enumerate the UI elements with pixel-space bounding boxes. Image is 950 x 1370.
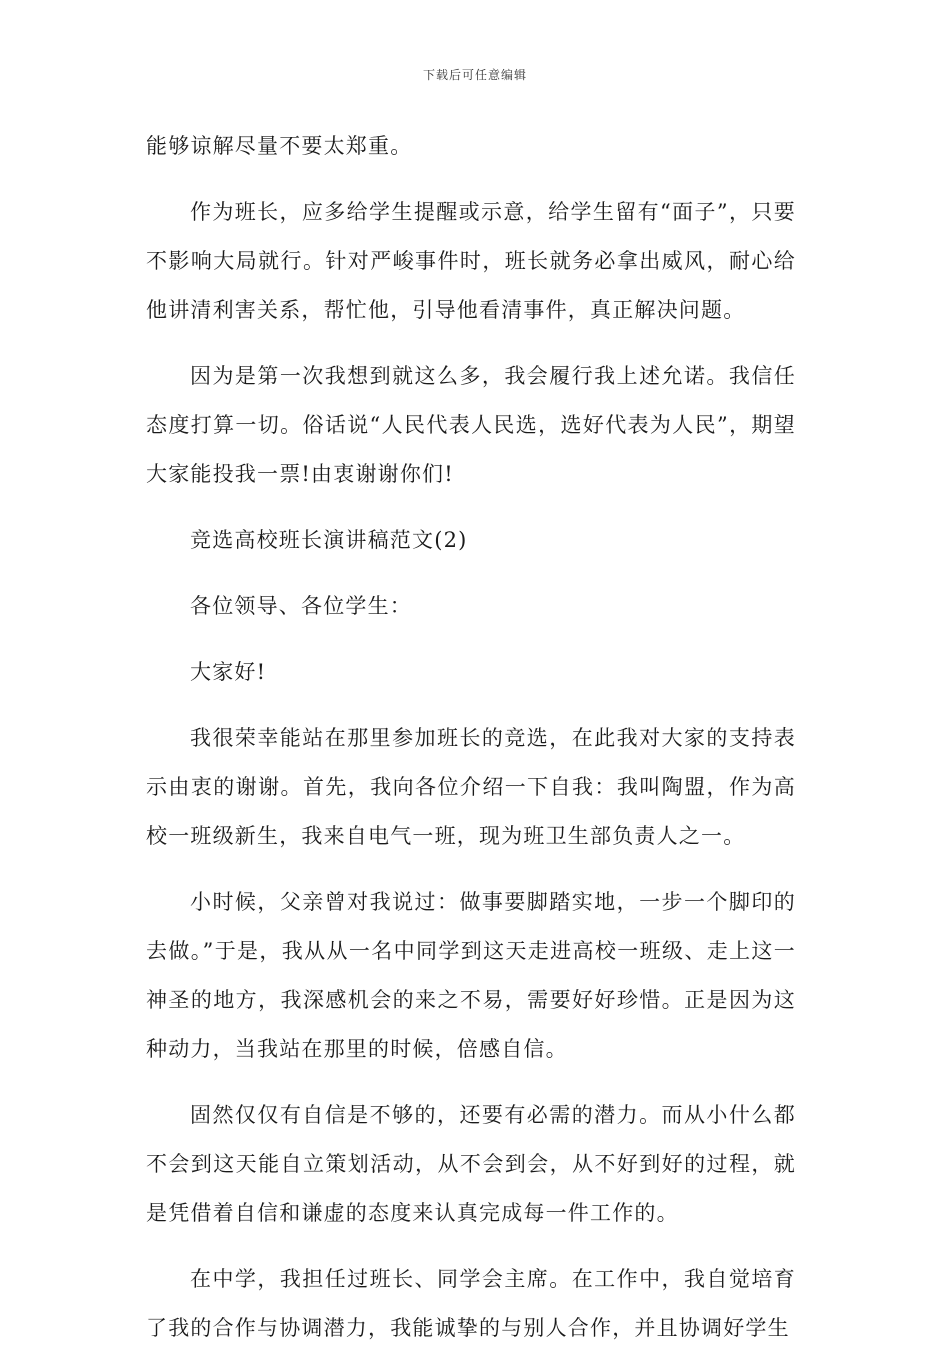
paragraph-9: 固然仅仅有自信是不够的，还要有必需的潜力。而从小什么都不会到这天能自立策划活动，从不会到会，从不好到好的过程，就是凭借着自信和谦虚的态度来认真完成每一件工作的。 (146, 1103, 796, 1225)
paragraph-10: 在中学，我担任过班长、同学会主席。在工作中，我自觉培育了我的合作与协调潜力，我能诚挚的与别人合作，并且协调好学生 (146, 1267, 796, 1340)
paragraph-7: 我很荣幸能站在那里参加班长的竞选，在此我对大家的支持表示由衷的谢谢。首先，我向各位介绍一下自我：我叫陶盟，作为高校一班级新生，我来自电气一班，现为班卫生部负责人之一。 (146, 726, 796, 848)
section-heading: 竞选高校班长演讲稿范文(2) (190, 528, 468, 552)
paragraph-1: 能够谅解尽量不要太郑重。 (146, 134, 413, 158)
greeting: 大家好! (190, 660, 267, 684)
paragraph-3: 因为是第一次我想到就这么多，我会履行我上述允诺。我信任态度打算一切。俗话说“人民代表人民选，选好代表为人民”，期望大家能投我一票!由衷谢谢你们! (146, 364, 796, 486)
document-body (146, 122, 796, 1370)
paragraph-2: 作为班长，应多给学生提醒或示意，给学生留有“面子”，只要不影响大局就行。针对严峻事件时，班长就务必拿出威风，耐心给他讲清利害关系，帮忙他，引导他看清事件，真正解决问题。 (146, 200, 796, 322)
paragraph-8: 小时候，父亲曾对我说过：做事要脚踏实地，一步一个脚印的去做。”于是，我从从一名中同学到这天走进高校一班级、走上这一神圣的地方，我深感机会的来之不易，需要好好珍惜。正是因为这种动力，当我站在那里的时候，倍感自信。 (146, 890, 796, 1061)
page-header: 下载后可任意编辑 (422, 68, 527, 82)
salutation: 各位领导、各位学生： (190, 594, 412, 618)
